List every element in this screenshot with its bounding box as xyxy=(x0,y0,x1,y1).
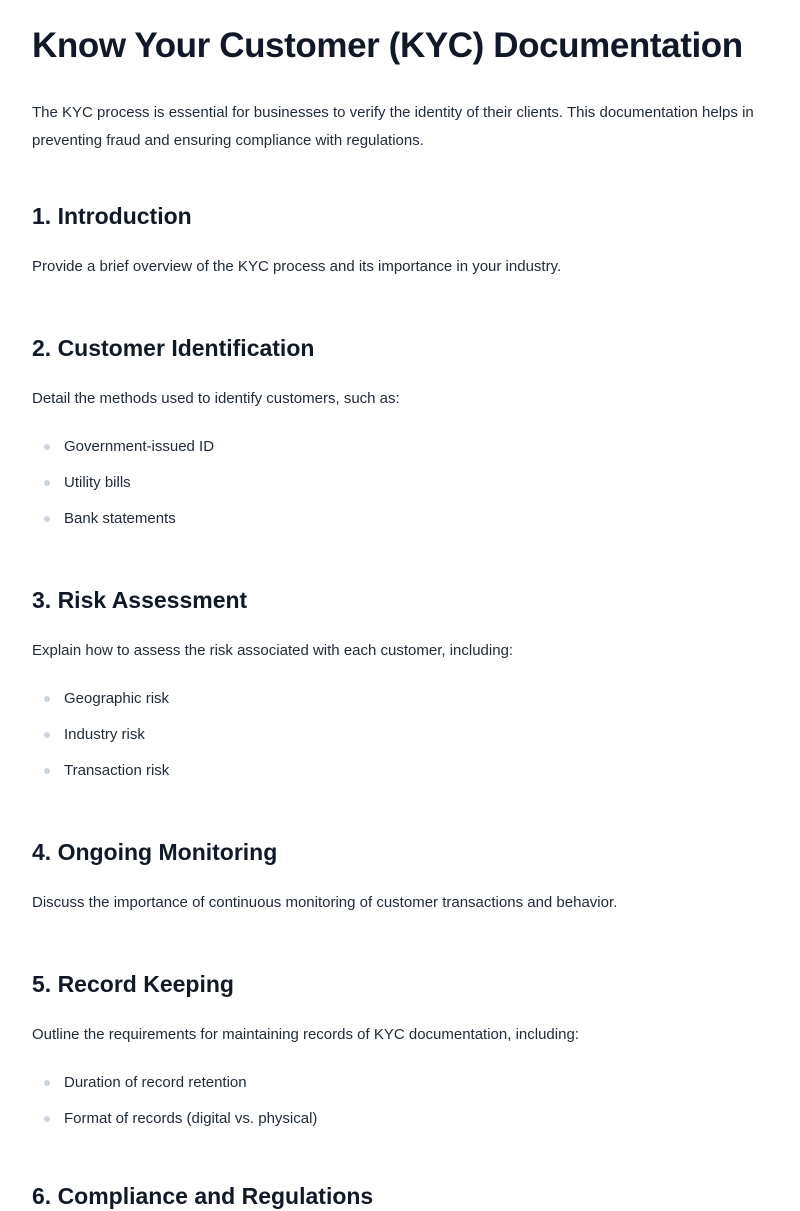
section-heading: 2. Customer Identification xyxy=(32,335,315,361)
page-title: Know Your Customer (KYC) Documentation xyxy=(32,26,743,65)
section-introduction xyxy=(32,201,768,279)
identification-methods-list xyxy=(32,435,768,531)
section-record-keeping xyxy=(32,969,768,1131)
section-heading: 3. Risk Assessment xyxy=(32,587,248,613)
bullet-icon xyxy=(44,732,50,738)
section-heading: 5. Record Keeping xyxy=(32,971,234,997)
section-text: Detail the methods used to identify customers, such as: xyxy=(32,390,400,407)
section-heading: 4. Ongoing Monitoring xyxy=(32,839,278,865)
list-item: Transaction risk xyxy=(32,759,768,783)
section-risk-assessment xyxy=(32,585,768,783)
record-requirements-list xyxy=(32,1071,768,1131)
bullet-icon xyxy=(44,444,50,450)
section-heading: 1. Introduction xyxy=(32,203,192,229)
section-text: Explain how to assess the risk associated with each customer, including: xyxy=(32,642,514,659)
list-item: Geographic risk xyxy=(32,687,768,711)
bullet-icon xyxy=(44,1116,50,1122)
bullet-icon xyxy=(44,696,50,702)
list-item: Utility bills xyxy=(32,471,768,495)
bullet-icon xyxy=(44,1080,50,1086)
bullet-icon xyxy=(44,768,50,774)
list-item: Industry risk xyxy=(32,723,768,747)
list-item: Bank statements xyxy=(32,507,768,531)
list-item: Duration of record retention xyxy=(32,1071,768,1095)
section-ongoing-monitoring xyxy=(32,837,768,915)
list-item: Format of records (digital vs. physical) xyxy=(32,1107,768,1131)
section-text: Outline the requirements for maintaining records of KYC documentation, including: xyxy=(32,1026,579,1043)
section-text: Provide a brief overview of the KYC process and its importance in your industry. xyxy=(32,258,562,275)
section-heading: 6. Compliance and Regulations xyxy=(32,1183,374,1209)
section-compliance-and-regulations xyxy=(32,1181,768,1211)
list-item: Government-issued ID xyxy=(32,435,768,459)
risk-types-list xyxy=(32,687,768,783)
section-text: Discuss the importance of continuous monitoring of customer transactions and behavior. xyxy=(32,894,618,911)
section-customer-identification xyxy=(32,333,768,531)
bullet-icon xyxy=(44,480,50,486)
document-page xyxy=(0,0,800,155)
bullet-icon xyxy=(44,516,50,522)
intro-paragraph: The KYC process is essential for businesses to verify the identity of their clients. This documentation helps in preventing fraud and ensuring compliance with regulations. xyxy=(32,104,754,149)
